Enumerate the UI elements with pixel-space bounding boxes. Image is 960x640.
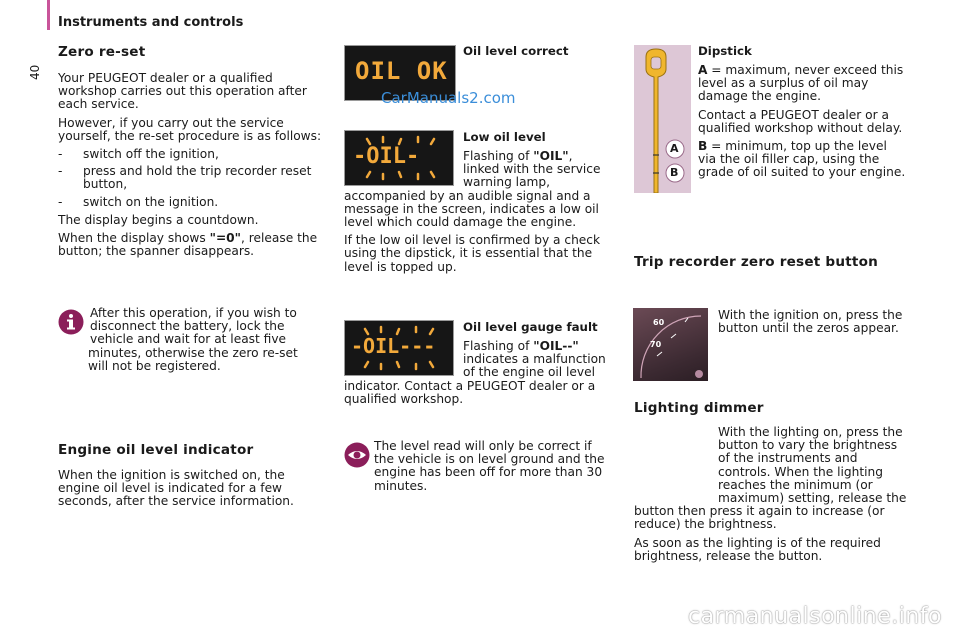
lighting-p2: As soon as the lighting is of the required brightness, release the button. — [634, 535, 881, 563]
eye-note-text: The level read will only be correct if the vehicle is on level ground and the engine has been off for more than 30 minutes. — [374, 439, 605, 493]
zero-reset-title: Zero re-set — [58, 44, 146, 60]
watermark-carmanuals: CarManuals2.com — [381, 89, 516, 107]
dipstick-a-text: A = maximum, never exceed this level as a surplus of oil may damage the engine. — [698, 63, 904, 104]
info-note-text: After this operation, if you wish to disconnect the battery, lock the vehicle and wait for at least five minutes, otherwise the zero re-set will not be registered. — [88, 306, 298, 373]
low-oil-p1: Flashing of "OIL", linked with the service warning lamp, accompanied by an audible signal and a message in the screen, indicates a low oil level which could damage the engine. — [344, 149, 601, 230]
zero-reset-steps — [58, 148, 323, 209]
zero-reset-section — [58, 44, 323, 263]
low-oil-title: Low oil level — [463, 130, 546, 144]
lcd-gauge-fault-text: -OIL--- — [351, 334, 436, 358]
gauge-fault-p1: Flashing of "OIL--" indicates a malfunction of the engine oil level indicator. Contact a PEUGEOT dealer or a qualified workshop. — [344, 339, 606, 406]
instrument-gauge-image — [633, 308, 708, 381]
dipstick-label-b: B — [670, 166, 679, 179]
trip-reset-title: Trip recorder zero reset button — [634, 254, 879, 270]
speedometer-icon — [633, 308, 708, 381]
zero-reset-p4: When the display shows "=0", release the button; the spanner disappears. — [58, 231, 318, 259]
info-note — [58, 307, 320, 373]
gauge-fault-section — [344, 320, 612, 411]
footer-watermark: carmanualsonline.info — [688, 604, 942, 629]
dipstick-title: Dipstick — [698, 44, 752, 58]
eye-icon — [344, 442, 370, 468]
header-accent-bar — [47, 0, 50, 30]
trip-reset-text: With the ignition on, press the button until the zeros appear. — [718, 308, 903, 336]
dipstick-a-text2: Contact a PEUGEOT dealer or a qualified workshop without delay. — [698, 107, 903, 135]
lighting-title: Lighting dimmer — [634, 400, 764, 416]
oil-correct-title: Oil level correct — [463, 44, 569, 58]
lcd-low-oil-text: -OIL- — [353, 144, 420, 169]
dipstick-section — [698, 44, 908, 185]
engine-oil-text: When the ignition is switched on, the engine oil level is indicated for a few seconds, after the service information. — [58, 468, 294, 509]
zero-reset-p3: The display begins a countdown. — [58, 212, 259, 227]
list-item: - switch on the ignition. — [58, 194, 219, 209]
lighting-p1: With the lighting on, press the button to vary the brightness of the instruments and controls. When the lighting reaches the minimum (or maximum) setting, release the button then press it again to increase (or reduce) the brightness. — [634, 425, 907, 532]
low-oil-section — [344, 130, 612, 279]
zero-reset-p1: Your PEUGEOT dealer or a qualified workshop carries out this operation after each service. — [58, 71, 307, 112]
zero-reset-p2: However, if you carry out the service yourself, the re-set procedure is as follows: — [58, 115, 322, 143]
dipstick-icon — [634, 45, 691, 193]
low-oil-p2: If the low oil level is confirmed by a check using the dipstick, it is essential that the level is topped up. — [344, 233, 601, 274]
dipstick-label-a: A — [670, 142, 679, 155]
lcd-gauge-fault — [344, 320, 454, 376]
engine-oil-section — [58, 442, 323, 514]
lcd-low-oil — [344, 130, 454, 186]
engine-oil-title: Engine oil level indicator — [58, 442, 254, 458]
gauge-label-60: 60 — [653, 318, 665, 327]
lighting-section — [634, 426, 909, 568]
list-item: - press and hold the trip recorder reset button, — [58, 164, 312, 192]
gauge-label-70: 70 — [650, 340, 662, 349]
lcd-oil-ok-text: OIL OK — [355, 57, 448, 85]
gauge-fault-title: Oil level gauge fault — [463, 320, 598, 334]
page-number: 40 — [28, 64, 42, 80]
list-item: - switch off the ignition, — [58, 147, 219, 162]
dipstick-image — [634, 45, 691, 193]
header-title: Instruments and controls — [58, 15, 244, 30]
info-icon — [58, 309, 84, 335]
eye-note — [344, 440, 609, 498]
dipstick-b-text: B = minimum, top up the level via the oil filler cap, using the grade of oil suited to your engine. — [698, 139, 906, 180]
